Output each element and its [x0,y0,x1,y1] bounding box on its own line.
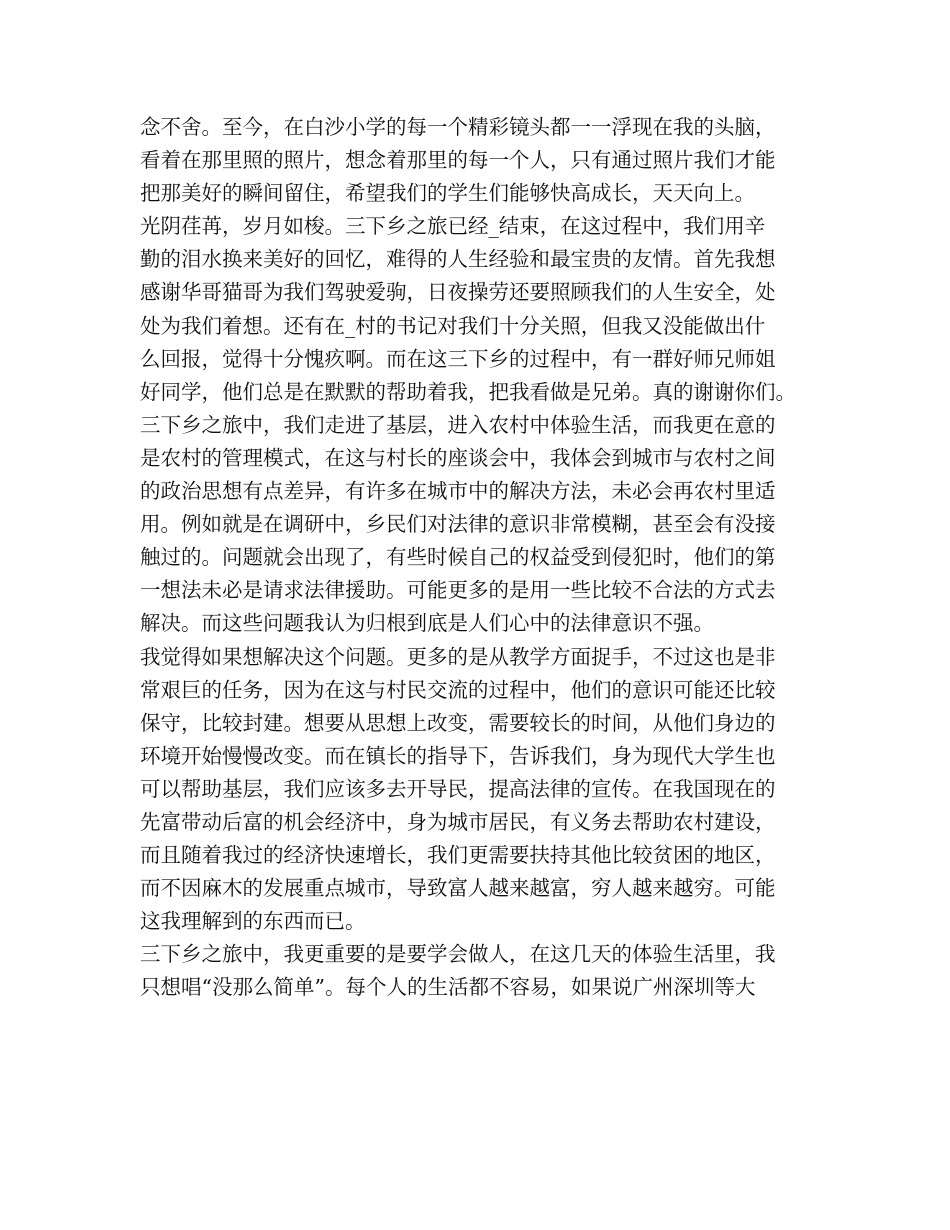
text-line: 把那美好的瞬间留住，希望我们的学生们能够快高成长，天天向上。 [140,181,755,206]
text-line: 可以帮助基层，我们应该多去开导民，提高法律的宣传。在我国现在的 [140,776,776,801]
text-line: 三下乡之旅中，我们走进了基层，进入农村中体验生活，而我更在意的 [140,412,776,437]
document-body [140,111,830,1005]
text-line: 好同学，他们总是在默默的帮助着我，把我看做是兄弟。真的谢谢你们。 [140,379,796,404]
text-line: 一想法未必是请求法律援助。可能更多的是用一些比较不合法的方式去 [140,578,776,603]
text-line: 光阴荏苒，岁月如梭。三下乡之旅已经_结束，在这过程中，我们用辛 [140,214,766,239]
text-line: 么回报，觉得十分愧疚啊。而在这三下乡的过程中，有一群好师兄师姐 [140,346,776,371]
text-line: 触过的。问题就会出现了，有些时候自己的权益受到侵犯时，他们的第 [140,545,776,570]
text-line: 用。例如就是在调研中，乡民们对法律的意识非常模糊，甚至会有没接 [140,512,776,537]
text-line: 三下乡之旅中，我更重要的是要学会做人，在这几天的体验生活里，我 [140,942,776,967]
text-line: 处为我们着想。还有在_村的书记对我们十分关照，但我又没能做出什 [140,313,766,338]
text-line: 是农村的管理模式，在这与村长的座谈会中，我体会到城市与农村之间 [140,445,776,470]
text-line: 这我理解到的东西而已。 [140,909,366,934]
text-line: 环境开始慢慢改变。而在镇长的指导下，告诉我们，身为现代大学生也 [140,743,776,768]
text-line: 而不因麻木的发展重点城市，导致富人越来越富，穷人越来越穷。可能 [140,876,776,901]
text-line: 保守，比较封建。想要从思想上改变，需要较长的时间，从他们身边的 [140,710,776,735]
text-line: 我觉得如果想解决这个问题。更多的是从教学方面捉手，不过这也是非 [140,644,776,669]
text-line: 念不舍。至今，在白沙小学的每一个精彩镜头都一一浮现在我的头脑， [140,115,776,139]
text-line: 感谢华哥猫哥为我们驾驶爱驹，日夜操劳还要照顾我们的人生安全，处 [140,280,776,305]
text-line: 常艰巨的任务，因为在这与村民交流的过程中，他们的意识可能还比较 [140,677,776,702]
text-line: 看着在那里照的照片，想念着那里的每一个人，只有通过照片我们才能 [140,148,776,173]
text-line: 解决。而这些问题我认为归根到底是人们心中的法律意识不强。 [140,611,714,636]
text-line: 先富带动后富的机会经济中，身为城市居民，有义务去帮助农村建设， [140,809,776,834]
text-line: 而且随着我过的经济快速增长，我们更需要扶持其他比较贫困的地区， [140,843,776,868]
text-line: 勤的泪水换来美好的回忆，难得的人生经验和最宝贵的友情。首先我想 [140,247,776,272]
text-line: 只想唱“没那么简单”。每个人的生活都不容易，如果说广州深圳等大 [140,975,756,1000]
text-line: 的政治思想有点差异，有许多在城市中的解决方法，未必会再农村里适 [140,479,776,504]
